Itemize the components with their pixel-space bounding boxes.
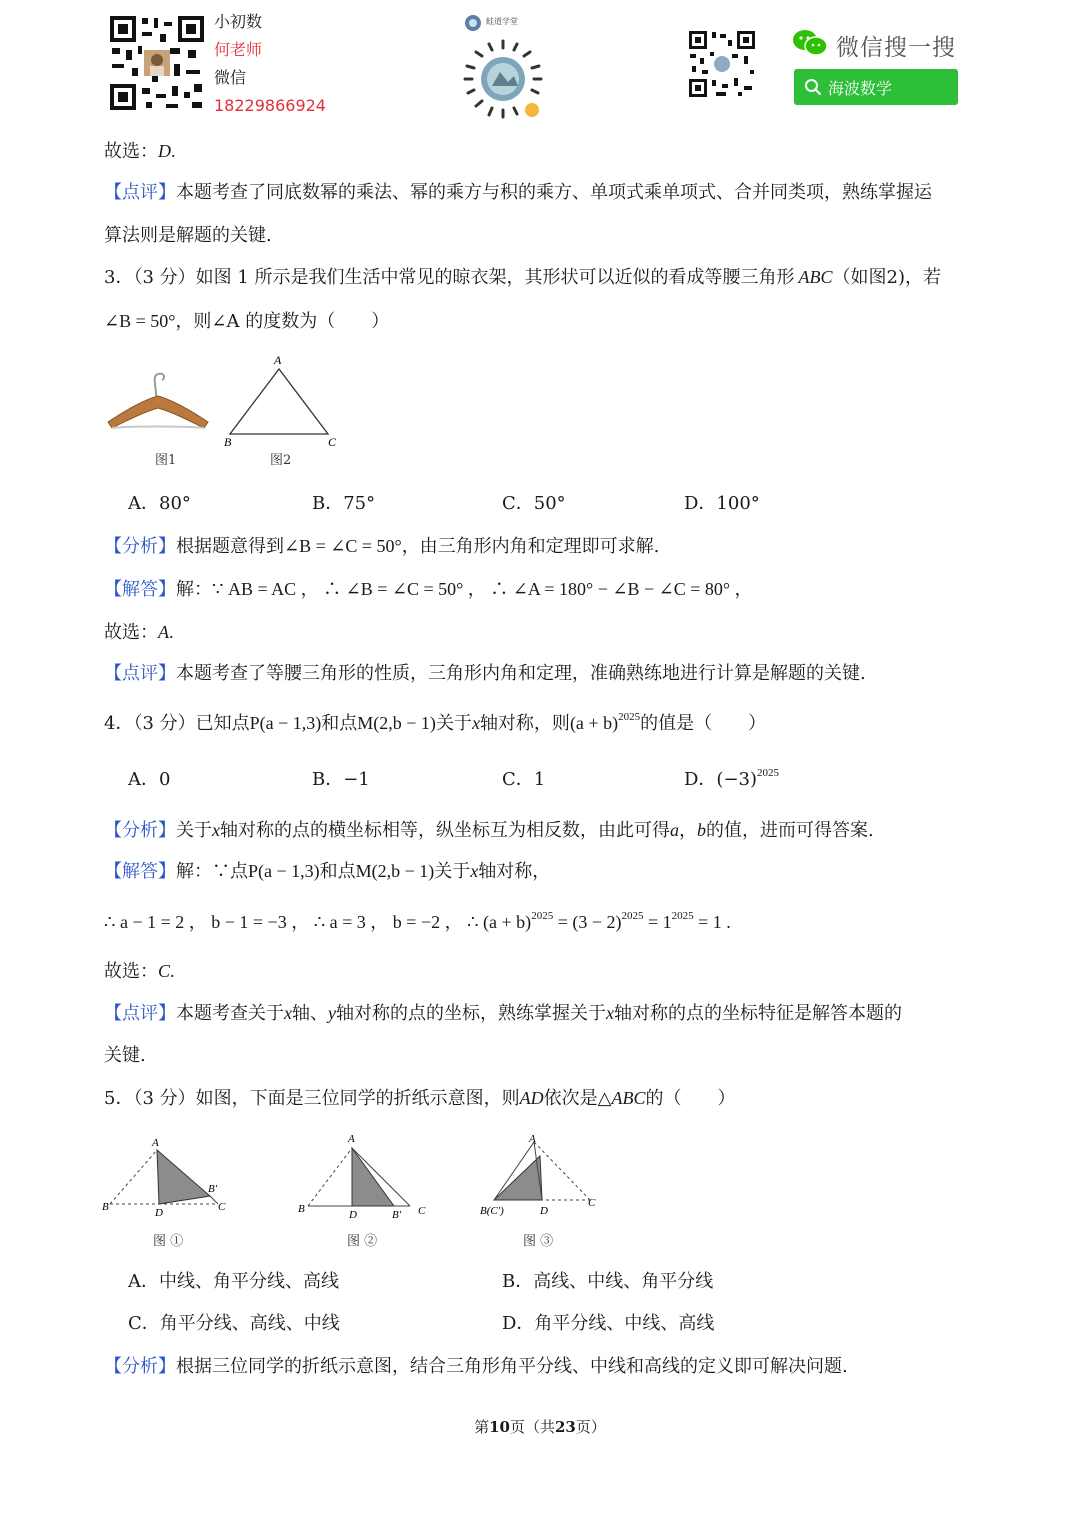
q3-solution xyxy=(104,577,753,602)
answer-letter: C xyxy=(158,961,171,981)
q5-stem-start: 5．（3 分）如图，下面是三位同学的折纸示意图，则 xyxy=(104,1088,520,1109)
comment-text: 本题考查了同底数幂的乘法、幂的乘方与积的乘方、单项式乘单项式、合并同类项，熟练掌握运 xyxy=(176,182,932,203)
q4-point-m: M(2,b − 1) xyxy=(357,713,436,733)
solution-text-end: 轴对称， xyxy=(478,861,551,882)
solution-x: x xyxy=(470,861,479,881)
label-b: B xyxy=(102,1201,109,1213)
answer-prefix: 故选： xyxy=(104,961,158,982)
answer-letter: D xyxy=(158,141,171,161)
q3-comment xyxy=(104,662,866,686)
search-label: 海波数学 xyxy=(828,79,893,98)
q5-fig1-caption: 图 ① xyxy=(153,1234,184,1249)
q3-stem-question: ，则∠A 的度数为（ ） xyxy=(175,311,390,332)
comment-text: 轴、 xyxy=(292,1003,328,1024)
q5-option-b[interactable]: B．高线、中线、角平分线 xyxy=(502,1271,714,1292)
contact-line-2: 何老师 xyxy=(214,40,263,59)
q3-fig1-caption: 图1 xyxy=(155,453,177,468)
logo-icon xyxy=(464,14,482,32)
q4-comment-1 xyxy=(104,1001,902,1026)
analysis-text: 关于 xyxy=(176,820,212,841)
solution-point-p: P(a − 1,3) xyxy=(248,861,320,881)
q4-option-c[interactable]: C．1 xyxy=(502,769,546,790)
q3-option-c[interactable]: C．50° xyxy=(502,493,566,514)
q3-stem: 3．（3 分）如图 1 所示是我们生活中常见的晾衣架，其形状可以近似的看成等腰三角形 xyxy=(104,267,795,288)
q4-comment-2: 关键. xyxy=(104,1045,146,1066)
q5-figure-3 xyxy=(478,1128,608,1222)
solution-text: 解：∵点 xyxy=(176,861,248,882)
logo-text: 蛙道学堂 xyxy=(486,17,518,26)
q4-x: x xyxy=(471,713,480,733)
q4-point-p: P(a − 1,3) xyxy=(249,713,322,733)
analysis-x: x xyxy=(212,820,220,840)
wechat-search-title: 微信搜一搜 xyxy=(836,35,956,61)
comment-text: 本题考查了等腰三角形的性质，三角形内角和定理，准确熟练地进行计算是解题的关键. xyxy=(176,663,866,684)
q3-option-a[interactable]: A．80° xyxy=(128,493,191,514)
calc-part: = 1 xyxy=(643,912,672,932)
label-c: C xyxy=(218,1201,226,1213)
q4-option-d[interactable] xyxy=(684,768,779,792)
q3-answer: 故选：A. xyxy=(104,622,174,643)
q4-expr: (a + b) xyxy=(569,713,619,733)
q4-option-d-exponent: 2025 xyxy=(757,767,780,779)
q5-option-a[interactable]: A．中线、角平分线、高线 xyxy=(128,1271,339,1292)
qr-code-right xyxy=(688,30,756,98)
label-a: A xyxy=(529,1133,536,1145)
label-a: A xyxy=(152,1137,159,1149)
solution-math: ∵ AB = AC ， ∴ ∠B = ∠C = 50° ， ∴ ∠A = 180° − ∠B − ∠C = 80° ， xyxy=(212,579,753,599)
q4-analysis xyxy=(104,818,874,843)
q3-stem-line-1 xyxy=(104,265,941,290)
label-b-c-prime: B(C′) xyxy=(480,1205,504,1217)
q4-text: 轴对称，则 xyxy=(479,713,570,734)
q4-option-d-text: D．(−3) xyxy=(684,769,758,790)
q3-option-d[interactable]: D．100° xyxy=(684,493,760,514)
page-footer xyxy=(0,1416,1080,1437)
q3-angle-b: ∠B = 50° xyxy=(104,311,176,331)
analysis-text: 根据三位同学的折纸示意图，结合三角形角平分线、中线和高线的定义即可解决问题. xyxy=(176,1356,848,1377)
label-a: A xyxy=(348,1133,355,1145)
q5-stem-end: 的（ ） xyxy=(645,1088,736,1109)
label-d: D xyxy=(540,1205,548,1217)
prev-comment-2: 算法则是解题的关键. xyxy=(104,225,272,246)
center-logo xyxy=(464,12,554,34)
solution-tag: 【解答】 xyxy=(104,861,176,882)
q5-option-d[interactable]: D．角平分线、中线、高线 xyxy=(502,1313,715,1334)
search-icon xyxy=(804,78,822,96)
q5-figure-1 xyxy=(100,1132,240,1222)
solution-point-m: M(2,b − 1) xyxy=(355,861,435,881)
q4-stem xyxy=(104,711,766,736)
contact-phone: 18229866924 xyxy=(214,96,326,115)
calc-part: = (3 − 2) xyxy=(553,912,622,932)
q5-stem xyxy=(104,1086,735,1111)
analysis-tag: 【分析】 xyxy=(104,536,176,557)
q3-triangle-name: ABC xyxy=(798,267,833,287)
q4-stem-end: 的值是（ ） xyxy=(640,713,767,734)
calc-exponent: 2025 xyxy=(531,910,554,922)
page-number: 10 xyxy=(489,1418,510,1436)
solution-tag: 【解答】 xyxy=(104,579,176,600)
analysis-text-end: ，由三角形内角和定理即可求解. xyxy=(401,536,660,557)
analysis-b: b xyxy=(697,820,706,840)
comment-x: x xyxy=(606,1003,614,1023)
q5-fig2-caption: 图 ② xyxy=(347,1234,378,1249)
label-d: D xyxy=(349,1209,357,1221)
q4-calculation xyxy=(104,910,731,934)
q5-ad: AD xyxy=(519,1088,544,1108)
footer-text: 第 xyxy=(474,1418,490,1436)
q3-option-b[interactable]: B．75° xyxy=(312,493,376,514)
mini-program-code xyxy=(462,38,544,120)
q4-stem-start: 4．（3 分）已知点 xyxy=(104,713,250,734)
q4-option-b[interactable]: B．−1 xyxy=(312,769,370,790)
comment-tag: 【点评】 xyxy=(104,1003,176,1024)
q4-exponent: 2025 xyxy=(618,711,641,723)
q5-option-c[interactable]: C．角平分线、高线、中线 xyxy=(128,1313,340,1334)
prev-answer: 故选：D. xyxy=(104,141,176,162)
q3-analysis xyxy=(104,534,659,559)
q5-abc: ABC xyxy=(611,1088,646,1108)
q5-analysis xyxy=(104,1355,848,1379)
analysis-math: ∠B = ∠C = 50° xyxy=(284,536,402,556)
solution-text: 和点 xyxy=(319,861,356,882)
footer-text: 页（共 xyxy=(509,1418,555,1436)
wechat-icon xyxy=(792,28,828,58)
q3-figure-hanger xyxy=(104,366,214,436)
calc-exponent: 2025 xyxy=(621,910,644,922)
q5-fig3-caption: 图 ③ xyxy=(523,1234,554,1249)
q4-solution xyxy=(104,859,550,884)
calc-part: = 1 . xyxy=(693,912,731,932)
answer-prefix: 故选： xyxy=(104,622,158,643)
analysis-a: a xyxy=(670,820,679,840)
comment-y: y xyxy=(328,1003,336,1023)
q5-figure-2 xyxy=(296,1128,436,1222)
comment-text: 本题考查关于 xyxy=(176,1003,284,1024)
q4-text: 和点 xyxy=(321,713,358,734)
label-c: C xyxy=(328,435,337,449)
analysis-text-end: 的值，进而可得答案. xyxy=(706,820,874,841)
comment-text: 轴对称的点的坐标，熟练掌握关于 xyxy=(336,1003,606,1024)
q5-text: 依次是△ xyxy=(543,1088,612,1109)
search-box[interactable] xyxy=(794,69,958,105)
analysis-tag: 【分析】 xyxy=(104,820,176,841)
comment-text: 轴对称的点的坐标特征是解答本题的 xyxy=(614,1003,902,1024)
answer-prefix: 故选： xyxy=(104,141,158,162)
q3-stem-end: （如图2)，若 xyxy=(832,267,942,288)
q4-answer: 故选：C. xyxy=(104,961,175,982)
analysis-sep: ， xyxy=(679,820,697,841)
label-c: C xyxy=(588,1197,596,1209)
q3-stem-line-2 xyxy=(104,309,389,334)
label-b: B xyxy=(298,1203,305,1215)
label-b: B xyxy=(224,435,232,449)
q3-figure-triangle xyxy=(222,350,344,450)
label-b-prime: B′ xyxy=(392,1209,402,1221)
label-c: C xyxy=(418,1205,426,1217)
label-d: D xyxy=(155,1207,163,1219)
calc-part: ∴ a − 1 = 2 ， b − 1 = −3 ， ∴ a = 3 ， b = −2 ， ∴ (a + b) xyxy=(104,912,532,932)
calc-exponent: 2025 xyxy=(671,910,694,922)
header xyxy=(0,0,1080,130)
q3-fig2-caption: 图2 xyxy=(270,453,292,468)
answer-letter: A xyxy=(158,622,169,642)
footer-text: 页） xyxy=(575,1418,606,1436)
contact-line-1: 小初数 xyxy=(214,12,263,31)
contact-line-3: 微信 xyxy=(214,68,247,87)
contact-text xyxy=(214,8,326,120)
analysis-tag: 【分析】 xyxy=(104,1356,176,1377)
total-pages: 23 xyxy=(555,1418,576,1436)
label-b-prime: B′ xyxy=(208,1183,218,1195)
comment-x: x xyxy=(284,1003,292,1023)
comment-tag: 【点评】 xyxy=(104,182,176,203)
analysis-text: 根据题意得到 xyxy=(176,536,284,557)
qr-code-left xyxy=(108,14,206,112)
solution-text: 关于 xyxy=(434,861,471,882)
q4-text: 关于 xyxy=(435,713,472,734)
comment-tag: 【点评】 xyxy=(104,663,176,684)
prev-comment-1 xyxy=(104,181,932,205)
analysis-text: 轴对称的点的横坐标相等，纵坐标互为相反数，由此可得 xyxy=(220,820,670,841)
label-a: A xyxy=(274,353,282,367)
q4-option-a[interactable]: A．0 xyxy=(128,769,171,790)
solution-prefix: 解： xyxy=(176,579,212,600)
